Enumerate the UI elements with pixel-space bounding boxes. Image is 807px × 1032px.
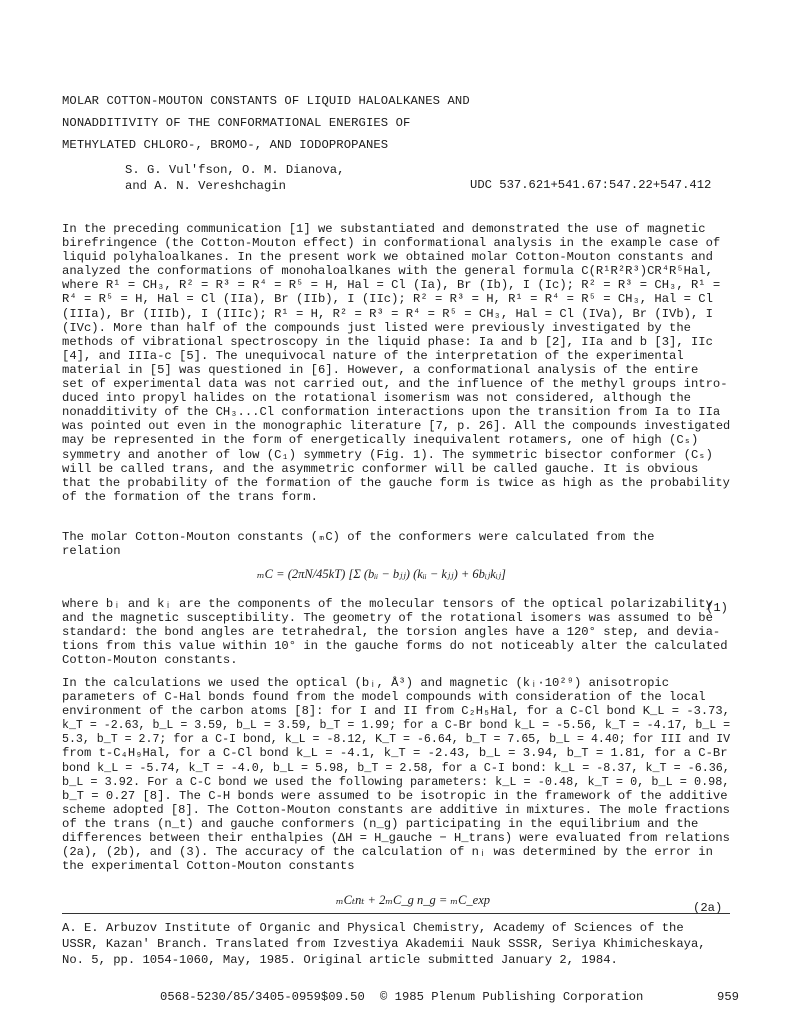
paragraph-definitions (62, 597, 730, 667)
text-line: (IVc). More than half of the compounds just listed were previously investigated by the (62, 320, 691, 335)
title-line: NONADDITIVITY OF THE CONFORMATIONAL ENERGIES OF (62, 116, 411, 130)
footnote-line: A. E. Arbuzov Institute of Organic and Physical Chemistry, Academy of Sciences of the (62, 921, 684, 935)
text-line: b_L = 3.92. For a C-C bond we used the following parameters: k_L = -0.48, k_T = 0, b_L = 0.98, (62, 774, 730, 789)
text-line: from t-C₄H₉Hal, for a C-Cl bond k_L = -4.1, k_T = -2.43, b_L = 3.94, b_T = 1.81, for a C-Br (62, 746, 728, 761)
text-line: (2a), (2b), and (3). The accuracy of the calculation of nᵢ was determined by the error in (62, 845, 713, 860)
footnote-divider (62, 913, 730, 914)
text-line: parameters of C-Hal bonds found from the model compounds with consideration of the local (62, 690, 706, 705)
text-line: the experimental Cotton-Mouton constants (62, 859, 355, 874)
text-line: bond k_L = -5.74, k_T = -4.0, b_L = 5.98, b_T = 2.58, for a C-I bond: k_L = -8.37, k_T = -6.36, (62, 760, 730, 775)
text-line: scheme adopted [8]. The Cotton-Mouton constants are additive in mixtures. The mole fractions (62, 802, 730, 817)
author-line: and A. N. Vereshchagin (125, 179, 286, 193)
text-line: where bᵢ and kᵢ are the components of the molecular tensors of the optical polarizability (62, 597, 713, 611)
text-line: standard: the bond angles are tetrahedral, the torsion angles have a 120° step, and devia- (62, 625, 721, 640)
footnote (62, 920, 730, 968)
text-line: of the formation of the trans form. (62, 489, 318, 504)
text-line: of the trans (n_t) and gauche conformers (n_g) participating in the equilibrium and the (62, 816, 699, 831)
paragraph-intro (62, 222, 730, 504)
copyright-notice: © 1985 Plenum Publishing Corporation (380, 990, 644, 1004)
text-line: differences between their enthalpies (ΔH = H_gauche − H_trans) were evaluated from relations (62, 831, 730, 846)
authors (125, 162, 344, 194)
footnote-line: USSR, Kazan' Branch. Translated from Izvestiya Akademii Nauk SSSR, Seriya Khimicheskaya, (62, 937, 706, 951)
text-line: was pointed out even in the monographic literature [7, p. 26]. All the compounds investigated (62, 419, 731, 434)
text-line: Cotton-Mouton constants. (62, 653, 238, 668)
text-line: symmetry and another of low (C₁) symmetry (Fig. 1). The symmetric bisector conformer (Cₛ) (62, 447, 713, 462)
journal-code: 0568-5230/85/3405-0959$09.50 (160, 990, 365, 1004)
title-line: MOLAR COTTON-MOUTON CONSTANTS OF LIQUID HALOALKANES AND (62, 94, 470, 108)
text-line: In the calculations we used the optical (bᵢ, Å³) and magnetic (kᵢ·10²⁹) anisotropic (62, 676, 670, 690)
text-line: duced into propyl halides on the rotational isomerism was not considered, although the (62, 391, 691, 406)
equation-1-number: (1) (706, 601, 728, 615)
text-line: and the magnetic susceptibility. The geometry of the rotational isomers was assumed to be (62, 611, 713, 626)
text-line: R⁴ = R⁵ = H, Hal = Cl (IIa), Br (IIb), I (IIc); R² = R³ = H, R¹ = R⁴ = R⁵ = CH₃, Hal = Cl (62, 292, 713, 307)
text-line: environment of the carbon atoms [8]: for I and II from C₂H₅Hal, for a C-Cl bond K_L = -3.73, (62, 704, 730, 719)
text-line: liquid polyhaloalkanes. In the present work we obtained molar Cotton-Mouton constants and (62, 250, 713, 265)
title-line: METHYLATED CHLORO-, BROMO-, AND IODOPROPANES (62, 138, 389, 152)
text-line: methods of vibrational spectroscopy in the liquid phase: Ia and b [2], IIa and b [3], IIc (62, 334, 713, 349)
author-line: S. G. Vul'fson, O. M. Dianova, (125, 163, 345, 177)
text-line: set of experimental data was not carried out, and the influence of the methyl groups intro- (62, 377, 728, 392)
udc-code: UDC 537.621+541.67:547.22+547.412 (470, 178, 712, 192)
text-line: 5.3, b_T = 2.7; for a C-I bond, k_L = -8.12, K_T = -6.64, b_T = 7.65, b_L = 4.40; for III and IV (62, 732, 731, 747)
equation-1: ₘC = (2πN/45kT) [Σ (bᵢᵢ − bⱼⱼ) (kᵢᵢ − kⱼⱼ) + 6bᵢⱼkᵢⱼ] (257, 567, 506, 581)
text-line: The molar Cotton-Mouton constants (ₘC) of the conformers were calculated from the (62, 530, 655, 544)
text-line: nonadditivity of the CH₃...Cl conformation interactions upon the transition from Ia to IIa (62, 405, 721, 420)
text-line: [4], and IIIa-c [5]. The unequivocal nature of the interpretation of the experimental (62, 348, 684, 363)
text-line: that the probability of the formation of the gauche form is twice as high as the probability (62, 475, 730, 490)
text-line: tions from this value within 10° in the gauche forms do not noticeably alter the calculated (62, 639, 728, 654)
text-line: k_T = -2.63, b_L = 3.59, b_L = 3.59, b_T = 1.99; for a C-Br bond k_L = -5.56, k_T = -4.17, b_L = (62, 718, 731, 733)
paragraph-parameters (62, 676, 730, 873)
text-line: b_T = 0.27 [8]. The C-H bonds were assumed to be isotropic in the framework of the additive (62, 788, 728, 803)
text-line: where R¹ = CH₃, R² = R³ = R⁴ = R⁵ = H, Hal = Cl (Ia), Br (Ib), I (Ic); R² = R³ = CH₃, R¹ = (62, 278, 721, 293)
text-line: analyzed the conformations of monohaloalkanes with the general formula C(R¹R²R³)CR⁴R⁵Hal, (62, 264, 713, 279)
text-line: relation (62, 544, 121, 559)
article-title (62, 90, 702, 156)
text-line: birefringence (the Cotton-Mouton effect) in conformational analysis in the example case of (62, 236, 721, 251)
equation-2a: ₘCₜnₜ + 2ₘC_g n_g = ₘC_exp (336, 893, 491, 907)
paragraph-relation (62, 530, 730, 558)
page-number: 959 (717, 990, 739, 1004)
text-line: material in [5] was questioned in [6]. However, a conformational analysis of the entire (62, 362, 699, 377)
text-line: (IIIa), Br (IIIb), I (IIIc); R¹ = H, R² = R³ = R⁴ = R⁵ = CH₃, Hal = Cl (IVa), Br (IVb), I (62, 306, 713, 321)
equation-2a-number: (2a) (693, 901, 723, 915)
text-line: In the preceding communication [1] we substantiated and demonstrated the use of magnetic (62, 222, 706, 236)
text-line: may be represented in the form of energetically inequivalent rotamers, one of high (Cₛ) (62, 433, 699, 448)
footnote-line: No. 5, pp. 1054-1060, May, 1985. Original article submitted January 2, 1984. (62, 953, 618, 967)
text-line: will be called trans, and the asymmetric conformer will be called gauche. It is obvious (62, 461, 699, 476)
